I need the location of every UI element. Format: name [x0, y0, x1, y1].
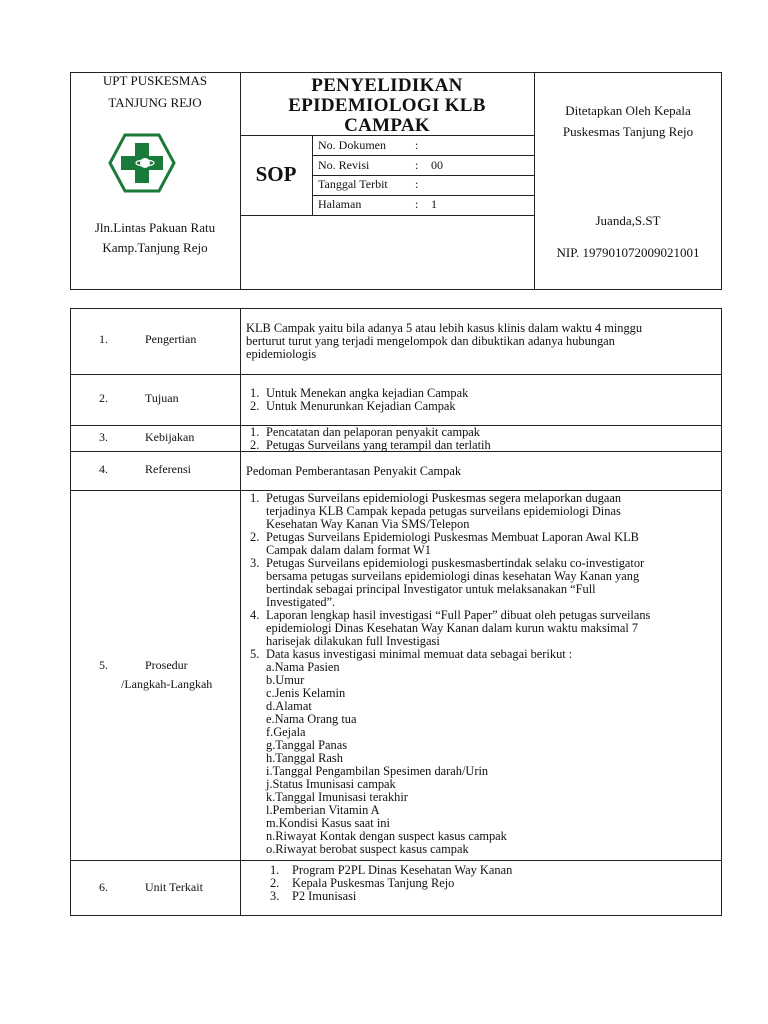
- sub-item: e.Nama Orang tua: [266, 712, 357, 726]
- list-item: 4. Laporan lengkap hasil investigasi “Full Paper” dibuat oleh petugas surveilans epidemiologi Dinas Kesehatan Way Kanan dalam kurun waktu maksimal 7 harisejak dilakukan full Investigasi: [250, 608, 651, 648]
- sub-item: l.Pemberian Vitamin A: [266, 803, 380, 817]
- list-item: 2. Petugas Surveilans yang terampil dan terlatih: [250, 438, 491, 452]
- sub-item: j.Status Imunisasi campak: [266, 777, 396, 791]
- sub-item: m.Kondisi Kasus saat ini: [266, 816, 390, 830]
- address-line2: Kamp.Tanjung Rejo: [102, 240, 208, 255]
- signer-nip: NIP. 197901072009021001: [556, 245, 700, 260]
- tujuan-list: [250, 387, 710, 413]
- sub-item: f.Gejala: [266, 725, 306, 739]
- sub-item: n.Riwayat Kontak dengan suspect kasus campak: [266, 829, 507, 843]
- row-number: 3.: [99, 430, 108, 444]
- row-number: 2.: [99, 391, 108, 405]
- sop-label: SOP: [255, 162, 297, 186]
- address-line1: Jln.Lintas Pakuan Ratu: [94, 220, 216, 235]
- row-label-prosedur: Prosedur: [145, 658, 188, 672]
- list-item: 1. Program P2PL Dinas Kesehatan Way Kanan: [270, 863, 513, 877]
- row-number: 5.: [99, 658, 108, 672]
- row-label-langkah: /Langkah-Langkah: [121, 677, 213, 691]
- meta-date-label: Tanggal Terbit: [318, 177, 388, 191]
- list-item: 1. Petugas Surveilans epidemiologi Puskesmas segera melaporkan dugaan terjadinya KLB Campak kepada petugas surveilans epidemiologi Dinas Kesehatan Way Kanan Via SMS/Telepon: [250, 491, 622, 531]
- meta-doc-label: No. Dokumen: [318, 138, 386, 152]
- approval-line1: Ditetapkan Oleh Kepala: [565, 103, 691, 118]
- sub-item: d.Alamat: [266, 699, 312, 713]
- row-label-kebijakan: Kebijakan: [145, 430, 195, 444]
- prosedur-list: [250, 492, 716, 856]
- meta-rev-label: No. Revisi: [318, 158, 370, 172]
- pengertian-text: KLB Campak yaitu bila adanya 5 atau lebih kasus klinis dalam waktu 4 minggu berturut turut yang terjadi mengelompok dan dibuktikan adanya hubungan epidemiologis: [246, 321, 643, 361]
- sub-item: b.Umur: [266, 673, 305, 687]
- puskesmas-logo-icon: [108, 133, 176, 193]
- sub-item: h.Tanggal Rash: [266, 751, 343, 765]
- row-number: 6.: [99, 880, 108, 894]
- list-item: 2. Petugas Surveilans Epidemiologi Puskesmas Membuat Laporan Awal KLB Campak dalam dalam format W1: [250, 530, 639, 557]
- unit-terkait-list: [270, 864, 710, 903]
- list-item: 2. Kepala Puskesmas Tanjung Rejo: [270, 876, 455, 890]
- row-number: 4.: [99, 462, 108, 476]
- meta-rev-colon: :: [415, 158, 419, 172]
- sub-item: a.Nama Pasien: [266, 660, 340, 674]
- row-label-unit-terkait: Unit Terkait: [145, 880, 203, 894]
- row-label-tujuan: Tujuan: [145, 391, 179, 405]
- approval-line2: Puskesmas Tanjung Rejo: [562, 124, 694, 139]
- sub-item: g.Tanggal Panas: [266, 738, 348, 752]
- meta-rev-value: 00: [431, 158, 443, 172]
- sub-item: c.Jenis Kelamin: [266, 686, 346, 700]
- meta-doc-colon: :: [415, 138, 419, 152]
- list-item: 5. Data kasus investigasi minimal memuat data sebagai berikut : a.Nama Pasien b.Umur c.Jenis Kelamin d.Alamat e.Nama Orang tua f.Gejala g.Tanggal Panas h.Tanggal Rash i.Tanggal Pengambilan Spesimen darah/Urin j.Status Imunisasi campak k.Tanggal Imunisasi terakhir l.Pemberian Vitamin A m.Kondisi Kasus saat ini n.Riwayat Kontak dengan suspect kasus campak o.Riwayat berobat suspect kasus campak: [250, 648, 716, 856]
- meta-page-colon: :: [415, 197, 419, 211]
- document-title-line3: CAMPAK: [344, 115, 430, 136]
- row-label-pengertian: Pengertian: [145, 332, 197, 346]
- row-number: 1.: [99, 332, 108, 346]
- list-item: 1. Pencatatan dan pelaporan penyakit campak: [250, 425, 480, 439]
- meta-page-value: 1: [431, 197, 437, 211]
- meta-date-colon: :: [415, 177, 419, 191]
- meta-page-label: Halaman: [318, 197, 362, 211]
- document-title-line1: PENYELIDIKAN: [311, 75, 463, 96]
- sub-item: o.Riwayat berobat suspect kasus campak: [266, 842, 469, 856]
- signer-name: Juanda,S.ST: [595, 213, 661, 228]
- org-name-line2: TANJUNG REJO: [108, 95, 202, 110]
- document-title-line2: EPIDEMIOLOGI KLB: [288, 95, 486, 116]
- referensi-text: Pedoman Pemberantasan Penyakit Campak: [246, 464, 462, 478]
- sub-item: k.Tanggal Imunisasi terakhir: [266, 790, 408, 804]
- list-item: 1. Untuk Menekan angka kejadian Campak: [250, 386, 469, 400]
- sub-item: i.Tanggal Pengambilan Spesimen darah/Urin: [266, 764, 489, 778]
- kebijakan-list: [250, 426, 710, 452]
- list-item: 3. P2 Imunisasi: [270, 889, 357, 903]
- list-item: 2. Untuk Menurunkan Kejadian Campak: [250, 399, 456, 413]
- org-name-line1: UPT PUSKESMAS: [102, 73, 208, 88]
- list-item: 3. Petugas Surveilans epidemiologi puskesmasbertindak selaku co-investigator bersama petugas surveilans epidemiologi dinas kesehatan Way Kanan yang bertindak sebagai principal Investigator untuk melaksanakan “Full Investigated”.: [250, 556, 645, 609]
- row-label-referensi: Referensi: [145, 462, 191, 476]
- sub-list: [266, 661, 716, 856]
